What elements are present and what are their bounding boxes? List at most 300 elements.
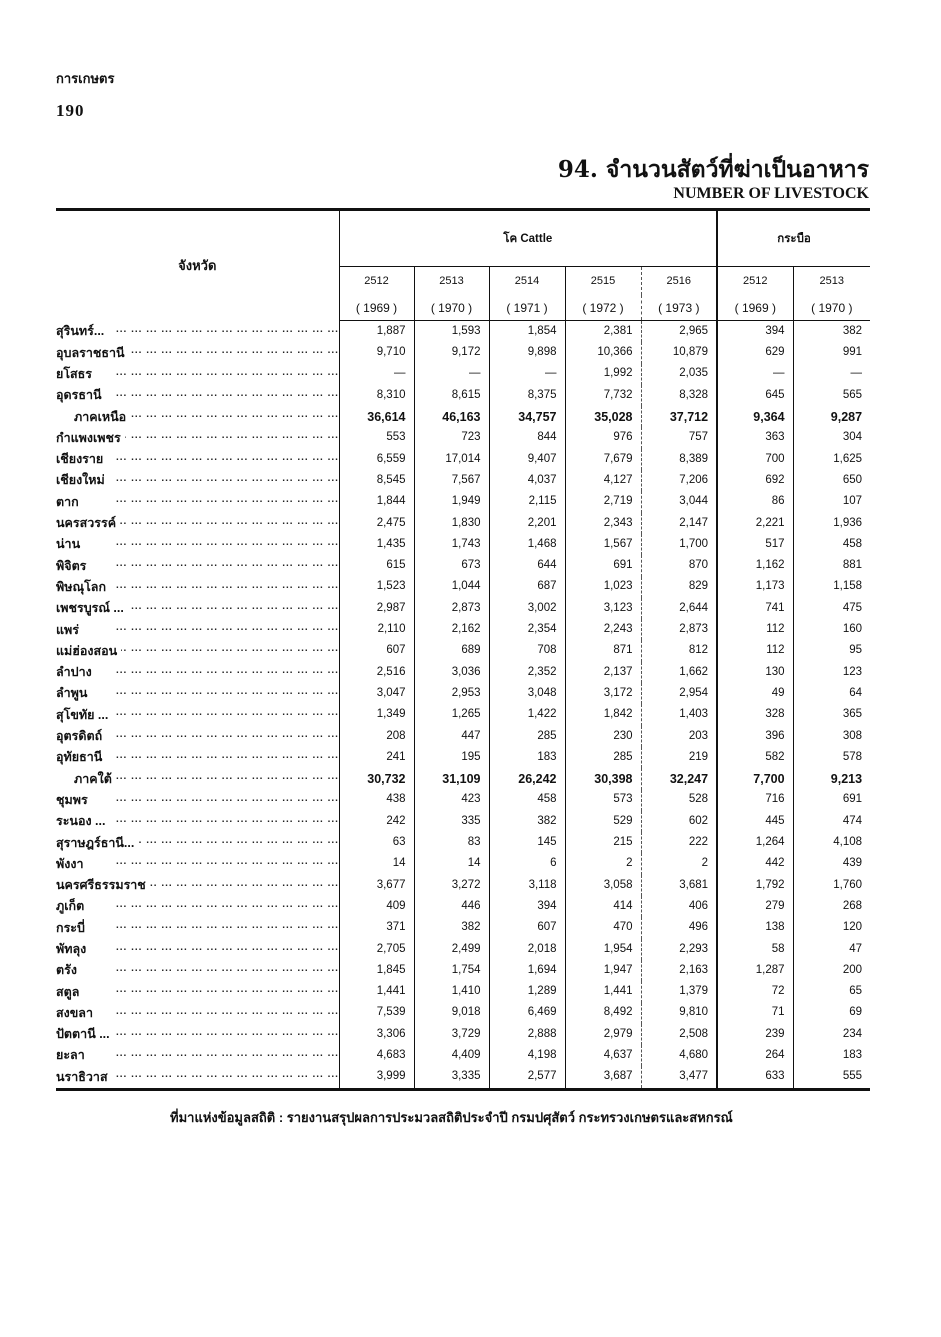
value-cell: 2,979 [565, 1024, 641, 1045]
value-cell: 629 [717, 342, 793, 363]
province-name-cell [56, 406, 339, 427]
province-name-cell [56, 917, 339, 938]
value-cell: 363 [717, 427, 793, 448]
value-cell: 394 [489, 896, 565, 917]
province-name-cell [56, 427, 339, 448]
value-cell: 2,954 [641, 683, 717, 704]
value-cell: 700 [717, 449, 793, 470]
province-column-header: จังหวัด [178, 258, 217, 274]
value-cell: 1,044 [414, 577, 489, 598]
value-cell: 4,037 [489, 470, 565, 491]
value-cell: 2,499 [414, 939, 489, 960]
province-name-cell [56, 981, 339, 1002]
province-name: ภาคเหนือ [56, 410, 130, 424]
value-cell: 1,287 [717, 960, 793, 981]
province-name: สุโขทัย ... [56, 708, 112, 722]
value-cell: 555 [793, 1066, 870, 1089]
year-ad-cell: ( 1971 ) [489, 295, 565, 321]
value-cell: 1,422 [489, 704, 565, 725]
value-cell: 3,044 [641, 491, 717, 512]
value-cell: 26,242 [489, 768, 565, 789]
value-cell: 69 [793, 1003, 870, 1024]
value-cell: 2,115 [489, 491, 565, 512]
value-cell: 279 [717, 896, 793, 917]
value-cell: 46,163 [414, 406, 489, 427]
province-name: ภูเก็ต [56, 899, 88, 913]
value-cell: 496 [641, 917, 717, 938]
value-cell: 2,163 [641, 960, 717, 981]
value-cell: 2 [565, 853, 641, 874]
value-cell: 71 [717, 1003, 793, 1024]
value-cell: 687 [489, 577, 565, 598]
year-be-cell: 2513 [414, 267, 489, 296]
value-cell: 438 [339, 790, 414, 811]
value-cell: 37,712 [641, 406, 717, 427]
province-name: พังงา [56, 857, 87, 871]
value-cell: 2,719 [565, 491, 641, 512]
province-name-cell [56, 555, 339, 576]
province-name-cell [56, 619, 339, 640]
value-cell: 2,508 [641, 1024, 717, 1045]
value-cell: 1,949 [414, 491, 489, 512]
livestock-table [56, 208, 870, 1091]
value-cell: 30,398 [565, 768, 641, 789]
province-name-cell [56, 896, 339, 917]
region-total-row [56, 406, 870, 427]
value-cell: 6,559 [339, 449, 414, 470]
value-cell: 445 [717, 811, 793, 832]
value-cell: 474 [793, 811, 870, 832]
value-cell: 394 [717, 321, 793, 343]
value-cell: 2,953 [414, 683, 489, 704]
value-cell: 130 [717, 662, 793, 683]
value-cell: 328 [717, 704, 793, 725]
value-cell: 1,700 [641, 534, 717, 555]
province-name: ภาคใต้ [56, 772, 116, 786]
year-ad-cell: ( 1969 ) [717, 295, 793, 321]
table-row [56, 790, 870, 811]
value-cell: 9,710 [339, 342, 414, 363]
value-cell: — [414, 364, 489, 385]
value-cell: 8,615 [414, 385, 489, 406]
value-cell: 812 [641, 640, 717, 661]
value-cell: 1,844 [339, 491, 414, 512]
value-cell: 2,577 [489, 1066, 565, 1089]
value-cell: 691 [565, 555, 641, 576]
value-cell: 264 [717, 1045, 793, 1066]
table-row [56, 1024, 870, 1045]
value-cell: 1,265 [414, 704, 489, 725]
value-cell: 741 [717, 598, 793, 619]
value-cell: 268 [793, 896, 870, 917]
table-row [56, 832, 870, 853]
value-cell: 8,310 [339, 385, 414, 406]
table-row [56, 449, 870, 470]
value-cell: 2,018 [489, 939, 565, 960]
value-cell: 2,035 [641, 364, 717, 385]
value-cell: 2,516 [339, 662, 414, 683]
value-cell: 1,173 [717, 577, 793, 598]
value-cell: 3,729 [414, 1024, 489, 1045]
value-cell: 1,162 [717, 555, 793, 576]
value-cell: 1,435 [339, 534, 414, 555]
value-cell: 2,644 [641, 598, 717, 619]
source-note: ที่มาแห่งข้อมูลสถิติ : รายงานสรุปผลการประมวลสถิติประจำปี กรมปศุสัตว์ กระทรวงเกษตรและสหกรณ์ [170, 1110, 733, 1125]
value-cell: 409 [339, 896, 414, 917]
value-cell: 9,213 [793, 768, 870, 789]
year-ad-cell: ( 1972 ) [565, 295, 641, 321]
year-ad-cell: ( 1973 ) [641, 295, 717, 321]
table-row [56, 1045, 870, 1066]
table-title-thai: 94. จำนวนสัตว์ที่ฆ่าเป็นอาหาร [557, 156, 869, 183]
value-cell: 1,845 [339, 960, 414, 981]
value-cell: 3,036 [414, 662, 489, 683]
year-ad-cell: ( 1970 ) [793, 295, 870, 321]
value-cell: 528 [641, 790, 717, 811]
table-row [56, 640, 870, 661]
province-name-cell [56, 577, 339, 598]
province-name: ลำปาง [56, 665, 96, 679]
value-cell: 234 [793, 1024, 870, 1045]
value-cell: 708 [489, 640, 565, 661]
value-cell: 2,354 [489, 619, 565, 640]
province-name-cell [56, 534, 339, 555]
value-cell: 120 [793, 917, 870, 938]
value-cell: 2,888 [489, 1024, 565, 1045]
value-cell: — [339, 364, 414, 385]
value-cell: 2,873 [641, 619, 717, 640]
value-cell: 32,247 [641, 768, 717, 789]
value-cell: 1,023 [565, 577, 641, 598]
value-cell: 2 [641, 853, 717, 874]
province-name-cell [56, 832, 339, 853]
province-name-cell [56, 1003, 339, 1024]
year-be-cell: 2512 [717, 267, 793, 296]
value-cell: 475 [793, 598, 870, 619]
cattle-group-header: โค Cattle [339, 210, 717, 267]
value-cell: 219 [641, 747, 717, 768]
province-name: ปัตตานี ... [56, 1027, 114, 1041]
year-be-cell: 2513 [793, 267, 870, 296]
value-cell: 31,109 [414, 768, 489, 789]
value-cell: 382 [489, 811, 565, 832]
table-row [56, 598, 870, 619]
value-cell: 458 [793, 534, 870, 555]
province-name: ระนอง ... [56, 814, 109, 828]
province-name-cell [56, 811, 339, 832]
value-cell: 3,123 [565, 598, 641, 619]
value-cell: 1,264 [717, 832, 793, 853]
value-cell: 200 [793, 960, 870, 981]
value-cell: 844 [489, 427, 565, 448]
province-name: ตรัง [56, 963, 81, 977]
value-cell: 304 [793, 427, 870, 448]
value-cell: 1,830 [414, 513, 489, 534]
table-row [56, 726, 870, 747]
value-cell: 1,349 [339, 704, 414, 725]
value-cell: 47 [793, 939, 870, 960]
value-cell: 230 [565, 726, 641, 747]
province-name: อุตรดิตถ์ [56, 729, 106, 743]
province-name-cell [56, 640, 339, 661]
province-name: นครศรีธรรมราช [56, 878, 150, 892]
table-row [56, 342, 870, 363]
value-cell: 3,048 [489, 683, 565, 704]
value-cell: 3,047 [339, 683, 414, 704]
value-cell: 9,287 [793, 406, 870, 427]
value-cell: 3,999 [339, 1066, 414, 1089]
value-cell: 241 [339, 747, 414, 768]
province-name-cell [56, 853, 339, 874]
value-cell: 35,028 [565, 406, 641, 427]
table-row [56, 385, 870, 406]
table-title-english: NUMBER OF LIVESTOCK [673, 185, 869, 202]
value-cell: 7,567 [414, 470, 489, 491]
value-cell: 446 [414, 896, 489, 917]
value-cell: 371 [339, 917, 414, 938]
value-cell: 215 [565, 832, 641, 853]
value-cell: 757 [641, 427, 717, 448]
value-cell: 607 [339, 640, 414, 661]
value-cell: 86 [717, 491, 793, 512]
value-cell: 991 [793, 342, 870, 363]
province-name-cell [56, 704, 339, 725]
value-cell: 3,118 [489, 875, 565, 896]
table-row [56, 1003, 870, 1024]
province-name-cell [56, 598, 339, 619]
value-cell: 615 [339, 555, 414, 576]
value-cell: 8,389 [641, 449, 717, 470]
value-cell: 49 [717, 683, 793, 704]
province-name: เชียงราย [56, 452, 107, 466]
table-row [56, 619, 870, 640]
year-be-cell: 2514 [489, 267, 565, 296]
province-name: พัทลุง [56, 942, 90, 956]
value-cell: 335 [414, 811, 489, 832]
value-cell: 7,700 [717, 768, 793, 789]
value-cell: 645 [717, 385, 793, 406]
value-cell: 716 [717, 790, 793, 811]
table-row [56, 534, 870, 555]
value-cell: 160 [793, 619, 870, 640]
value-cell: 63 [339, 832, 414, 853]
value-cell: 8,492 [565, 1003, 641, 1024]
province-name: นราธิวาส [56, 1070, 112, 1084]
province-name-cell [56, 470, 339, 491]
value-cell: 195 [414, 747, 489, 768]
value-cell: 17,014 [414, 449, 489, 470]
value-cell: 2,965 [641, 321, 717, 343]
province-name-cell [56, 683, 339, 704]
value-cell: 183 [489, 747, 565, 768]
running-header: การเกษตร [56, 71, 115, 86]
table-row [56, 704, 870, 725]
page-number: 190 [56, 101, 85, 120]
value-cell: 644 [489, 555, 565, 576]
value-cell: 1,593 [414, 321, 489, 343]
value-cell: 2,201 [489, 513, 565, 534]
value-cell: 414 [565, 896, 641, 917]
value-cell: 1,441 [339, 981, 414, 1002]
buffalo-group-header: กระบือ [717, 210, 870, 267]
value-cell: 1,842 [565, 704, 641, 725]
province-name-cell [56, 939, 339, 960]
table-row [56, 662, 870, 683]
value-cell: 239 [717, 1024, 793, 1045]
table-row [56, 513, 870, 534]
value-cell: 112 [717, 640, 793, 661]
province-name: สุราษฎร์ธานี... [56, 836, 138, 850]
value-cell: 203 [641, 726, 717, 747]
value-cell: 285 [565, 747, 641, 768]
table-row [56, 747, 870, 768]
value-cell: 14 [339, 853, 414, 874]
value-cell: 30,732 [339, 768, 414, 789]
value-cell: 242 [339, 811, 414, 832]
table-row [56, 1066, 870, 1089]
table-row [56, 577, 870, 598]
value-cell: 1,754 [414, 960, 489, 981]
value-cell: 423 [414, 790, 489, 811]
value-cell: 447 [414, 726, 489, 747]
province-name: แพร่ [56, 623, 83, 637]
value-cell: 9,018 [414, 1003, 489, 1024]
value-cell: 2,110 [339, 619, 414, 640]
value-cell: 1,792 [717, 875, 793, 896]
value-cell: 123 [793, 662, 870, 683]
value-cell: 1,854 [489, 321, 565, 343]
value-cell: 6,469 [489, 1003, 565, 1024]
value-cell: — [489, 364, 565, 385]
value-cell: — [793, 364, 870, 385]
table-row [56, 917, 870, 938]
value-cell: 208 [339, 726, 414, 747]
value-cell: 3,272 [414, 875, 489, 896]
value-cell: 1,760 [793, 875, 870, 896]
value-cell: 9,898 [489, 342, 565, 363]
value-cell: 1,887 [339, 321, 414, 343]
value-cell: 1,441 [565, 981, 641, 1002]
province-name-cell [56, 342, 339, 363]
value-cell: 871 [565, 640, 641, 661]
value-cell: 582 [717, 747, 793, 768]
value-cell: 83 [414, 832, 489, 853]
value-cell: 1,523 [339, 577, 414, 598]
value-cell: 8,328 [641, 385, 717, 406]
value-cell: 6 [489, 853, 565, 874]
value-cell: 3,172 [565, 683, 641, 704]
value-cell: 3,687 [565, 1066, 641, 1089]
value-cell: 65 [793, 981, 870, 1002]
province-name-cell [56, 790, 339, 811]
value-cell: 7,206 [641, 470, 717, 491]
province-name: ตาก [56, 495, 83, 509]
value-cell: 183 [793, 1045, 870, 1066]
value-cell: 2,243 [565, 619, 641, 640]
province-name: ยโสธร [56, 367, 96, 381]
value-cell: 1,410 [414, 981, 489, 1002]
value-cell: 10,366 [565, 342, 641, 363]
province-name-cell [56, 747, 339, 768]
province-name: สุรินทร์... [56, 324, 108, 338]
province-name-cell [56, 1024, 339, 1045]
value-cell: 881 [793, 555, 870, 576]
value-cell: 529 [565, 811, 641, 832]
table-row [56, 811, 870, 832]
value-cell: 9,172 [414, 342, 489, 363]
value-cell: 691 [793, 790, 870, 811]
province-name-cell [56, 726, 339, 747]
value-cell: 365 [793, 704, 870, 725]
province-name-cell [56, 1066, 339, 1089]
province-name-cell [56, 662, 339, 683]
value-cell: 2,162 [414, 619, 489, 640]
value-cell: 382 [793, 321, 870, 343]
value-cell: 458 [489, 790, 565, 811]
value-cell: 2,705 [339, 939, 414, 960]
province-name: ยะลา [56, 1048, 89, 1062]
province-name: แม่ฮ่องสอน [56, 644, 121, 658]
value-cell: 1,743 [414, 534, 489, 555]
value-cell: — [717, 364, 793, 385]
province-name-cell [56, 513, 339, 534]
province-name-cell [56, 491, 339, 512]
province-name-cell [56, 385, 339, 406]
province-name-cell [56, 449, 339, 470]
value-cell: 58 [717, 939, 793, 960]
table-row [56, 470, 870, 491]
value-cell: 553 [339, 427, 414, 448]
value-cell: 442 [717, 853, 793, 874]
value-cell: 578 [793, 747, 870, 768]
province-name: สงขลา [56, 1006, 97, 1020]
value-cell: 4,127 [565, 470, 641, 491]
year-be-cell: 2515 [565, 267, 641, 296]
value-cell: 95 [793, 640, 870, 661]
province-name-cell [56, 875, 339, 896]
province-name: สตูล [56, 985, 83, 999]
value-cell: 396 [717, 726, 793, 747]
value-cell: 573 [565, 790, 641, 811]
value-cell: 2,221 [717, 513, 793, 534]
value-cell: 1,379 [641, 981, 717, 1002]
value-cell: 2,987 [339, 598, 414, 619]
value-cell: 285 [489, 726, 565, 747]
region-total-row [56, 768, 870, 789]
value-cell: 3,306 [339, 1024, 414, 1045]
value-cell: 1,468 [489, 534, 565, 555]
value-cell: 1,947 [565, 960, 641, 981]
value-cell: 3,477 [641, 1066, 717, 1089]
value-cell: 870 [641, 555, 717, 576]
value-cell: 1,289 [489, 981, 565, 1002]
value-cell: 1,158 [793, 577, 870, 598]
province-name: นครสวรรค์ [56, 516, 120, 530]
value-cell: 517 [717, 534, 793, 555]
value-cell: 607 [489, 917, 565, 938]
province-name: น่าน [56, 537, 84, 551]
table-row [56, 960, 870, 981]
year-ad-cell: ( 1970 ) [414, 295, 489, 321]
table-row [56, 491, 870, 512]
province-name: พิจิตร [56, 559, 90, 573]
value-cell: 602 [641, 811, 717, 832]
province-name: กำแพงเพชร [56, 431, 125, 445]
value-cell: 406 [641, 896, 717, 917]
value-cell: 1,662 [641, 662, 717, 683]
value-cell: 9,810 [641, 1003, 717, 1024]
value-cell: 3,002 [489, 598, 565, 619]
